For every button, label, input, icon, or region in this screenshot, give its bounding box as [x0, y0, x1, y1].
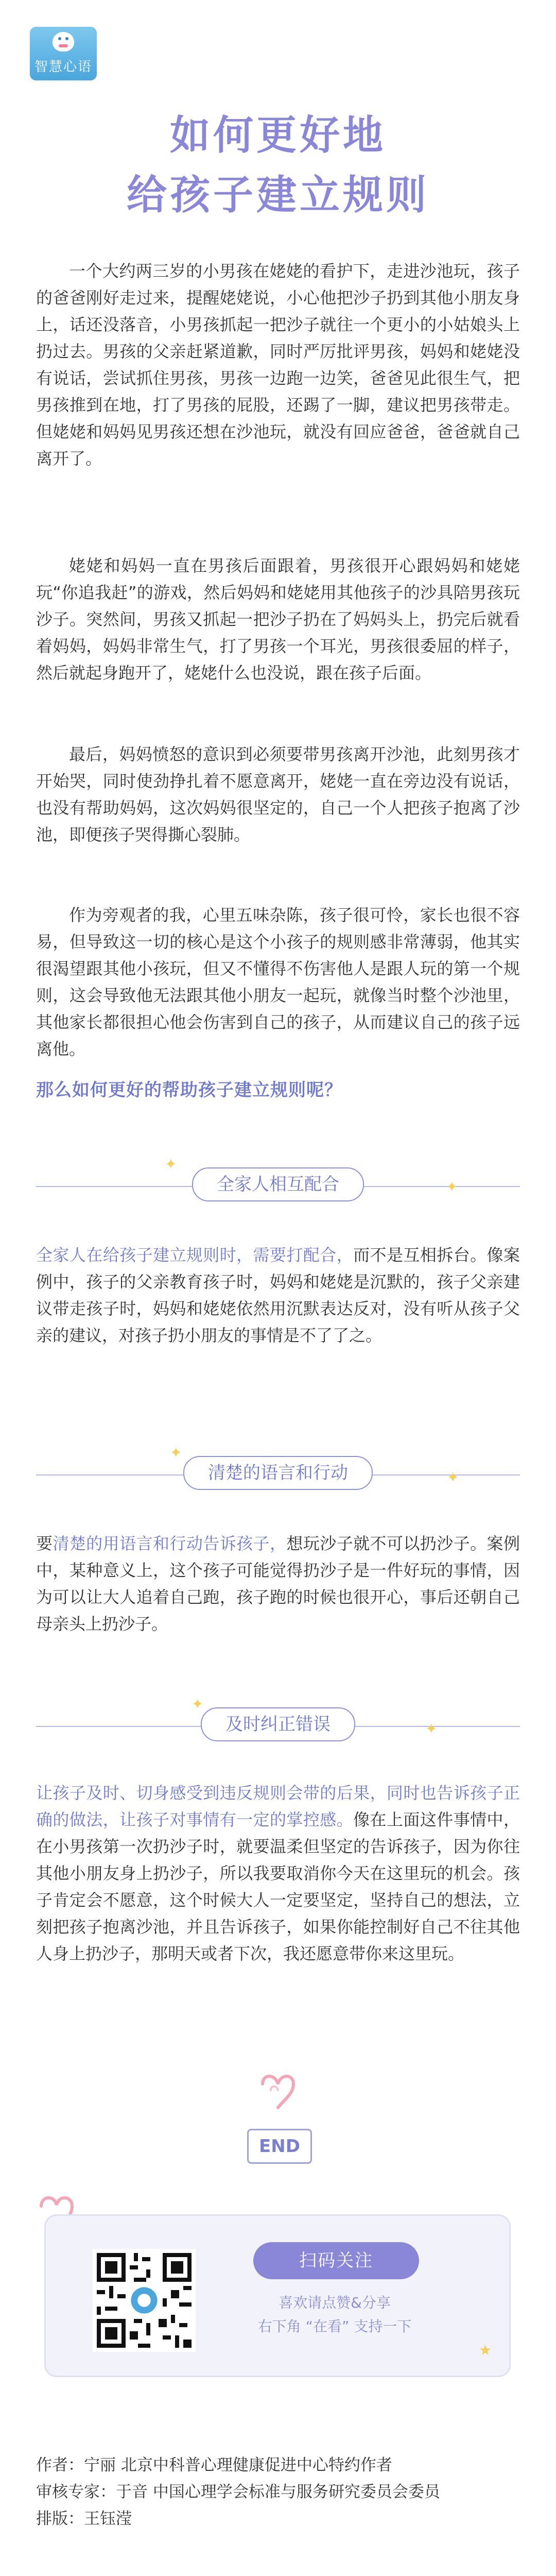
follow-button[interactable]: 扫码关注	[253, 2242, 419, 2279]
section-heading-label: 及时纠正错误	[201, 1707, 355, 1741]
section-heading-label: 清楚的语言和行动	[183, 1456, 373, 1490]
card-line-2: 右下角 “在看” 支持一下	[257, 2318, 412, 2335]
title-line-2: 给孩子建立规则	[126, 172, 429, 218]
section-2-text: 想玩沙子就不可以扔沙子。案例中，某种意义上，这个孩子可能觉得扔沙子是一件好玩的事情，因为可以让大人追着自己跑，孩子跑的时候也很开心，事后还朝自己母亲头上扔沙子。	[36, 1534, 520, 1634]
section-1-paragraph	[36, 1242, 520, 1349]
intro-paragraph-1: 一个大约两三岁的小男孩在姥姥的看护下，走进沙池玩，孩子的爸爸刚好走过来，提醒姥姥说，小心他把沙子扔到其他小朋友身上，话还没落音，小男孩抓起一把沙子就往一个更小的小姑娘头上扔过去。男孩的父亲赶紧道歉，同时严厉批评男孩，妈妈和姥姥没有说话，尝试抓住男孩，男孩一边跑一边笑，爸爸见此很生气，把男孩推到在地，打了男孩的屁股，还踢了一脚，建议把男孩带走。但姥姥和妈妈见男孩还想在沙池玩，就没有回应爸爸，爸爸就自己离开了。	[36, 261, 520, 468]
section-heading-label: 全家人相互配合	[192, 1167, 364, 1201]
section-question: 那么如何更好的帮助孩子建立规则呢？	[36, 1080, 342, 1100]
qr-code-icon[interactable]	[93, 2249, 196, 2352]
star-icon: ✦	[192, 1696, 204, 1713]
end-label: END	[247, 2129, 312, 2164]
section-heading-2	[0, 1443, 556, 1489]
section-2-paragraph	[36, 1530, 520, 1637]
section-3-paragraph	[36, 1780, 520, 1967]
section-2-highlight: 清楚的用语言和行动告诉孩子，	[53, 1534, 287, 1553]
brand-logo	[30, 27, 97, 80]
card-line-1: 喜欢请点赞&分享	[279, 2294, 391, 2311]
heart-icon	[247, 2069, 309, 2120]
mascot-face-icon	[53, 32, 74, 52]
mascot-mouth-icon	[59, 44, 68, 47]
section-heading-1	[0, 1154, 556, 1200]
section-2-prefix: 要	[36, 1534, 53, 1553]
intro-paragraph-3: 最后，妈妈愤怒的意识到必须要带男孩离开沙池，此刻男孩才开始哭，同时使劲挣扎着不愿意离开，姥姥一直在旁边没有说话，也没有帮助妈妈，这次妈妈很坚定的，自己一个人把孩子抱离了沙池，即便孩子哭得撕心裂肺。	[36, 744, 520, 844]
logo-text: 智慧心语	[34, 59, 92, 75]
star-icon: ✦	[165, 1156, 177, 1173]
section-3-highlight: 让孩子及时、切身感受到违反规则会带的后果，同时也告诉孩子正确的做法，让孩子对事情有一定的掌控感。	[36, 1783, 520, 1829]
section-heading-3	[0, 1694, 556, 1740]
section-3-text: 像在上面这件事情中，在小男孩第一次扔沙子时，就要温柔但坚定的告诉孩子，因为你往其他小朋友身上扔沙子，所以我要取消你今天在这里玩的机会。孩子肯定会不愿意，这个时候大人一定要坚定，坚持自己的想法，立刻把孩子抱离沙池，并且告诉孩子，如果你能控制好自己不往其他人身上扔沙子，那明天或者下次，我还愿意带你来这里玩。	[36, 1810, 520, 1963]
intro-paragraph-4: 作为旁观者的我，心里五味杂陈，孩子很可怜，家长也很不容易，但导致这一切的核心是这个小孩子的规则感非常薄弱，他其实很渴望跟其他小孩玩，但又不懂得不伤害他人是跟人玩的第一个规则，这会导致他无法跟其他小朋友一起玩，就像当时整个沙池里，其他家长都很担心他会伤害到自己的孩子，从而建议自己的孩子远离他。	[36, 905, 520, 1059]
star-icon: ✦	[170, 1444, 182, 1461]
title-line-1: 如何更好地	[169, 112, 386, 159]
intro-paragraph-2: 姥姥和妈妈一直在男孩后面跟着，男孩很开心跟妈妈和姥姥玩“你追我赶”的游戏，然后妈妈和姥姥用其他孩子的沙具陪男孩玩沙子。突然间，男孩又抓起一把沙子扔在了妈妈头上，扔完后就看着妈妈，妈妈非常生气，打了男孩一个耳光，男孩很委屈的样子，然后就起身跑开了，姥姥什么也没说，跟在孩子后面。	[36, 556, 520, 683]
section-1-highlight: 全家人在给孩子建立规则时，需要打配合，	[36, 1245, 354, 1265]
credit-reviewer: 审核专家：于音 中国心理学会标准与服务研究委员会委员	[36, 2483, 440, 2501]
credit-author: 作者：宁丽 北京中科普心理健康促进中心特约作者	[36, 2456, 392, 2475]
star-icon: ★	[479, 2342, 492, 2359]
credit-layout: 排版：王钰滢	[36, 2510, 132, 2528]
star-icon: ✦	[447, 1469, 459, 1486]
section-1-text: 而不是互相拆台。像案例中，孩子的父亲教育孩子时，妈妈和姥姥是沉默的，孩子父亲建议带走孩子时，妈妈和姥姥依然用沉默表达反对，没有听从孩子父亲的建议，对孩子扔小朋友的事情是不了了之。	[36, 1245, 520, 1345]
star-icon: ✦	[425, 1720, 438, 1737]
star-icon: ✦	[446, 1178, 458, 1195]
